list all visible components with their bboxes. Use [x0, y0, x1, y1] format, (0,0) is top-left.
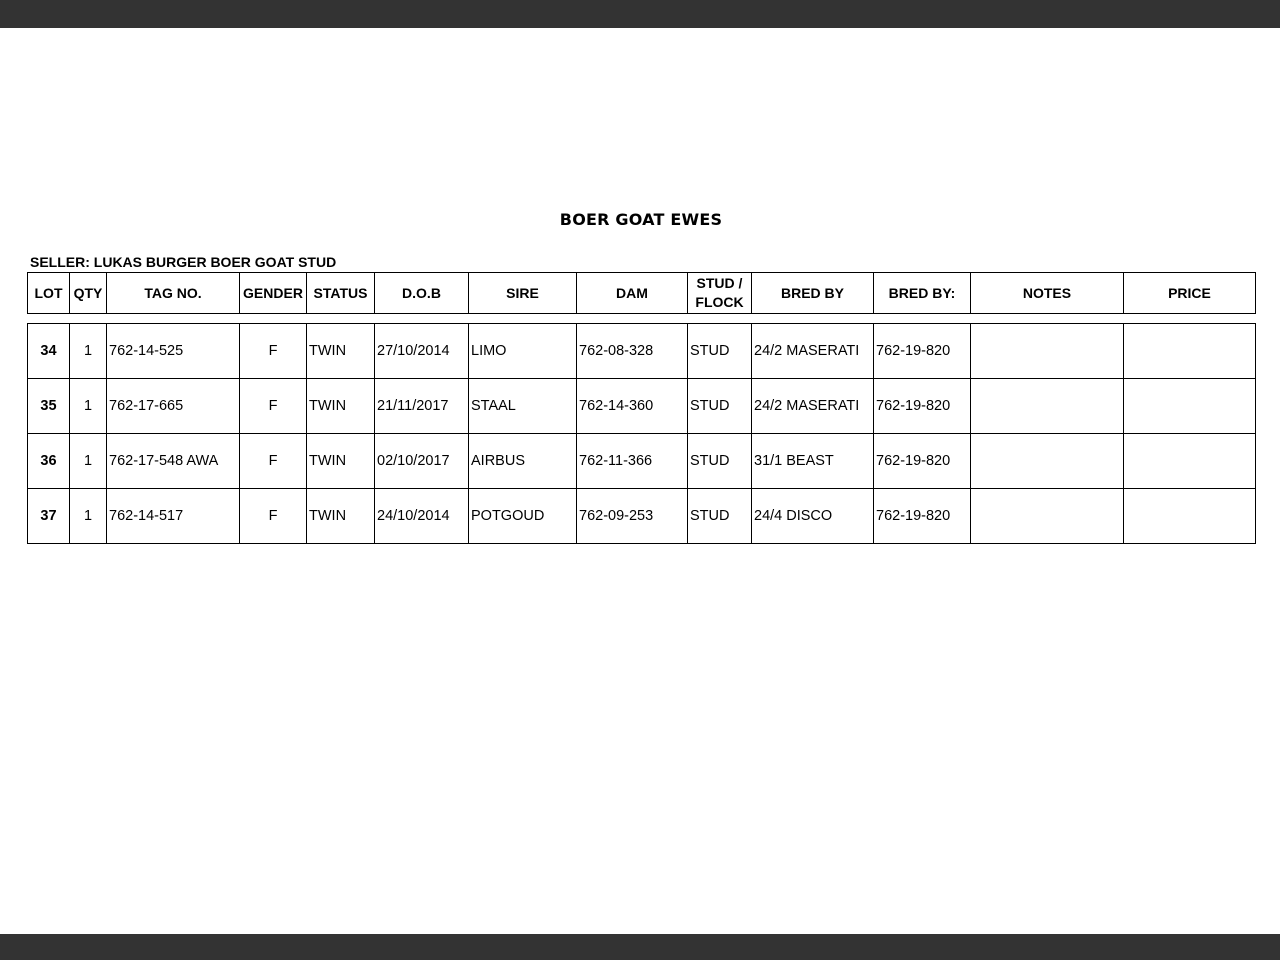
status-cell: TWIN: [307, 434, 375, 489]
column-header-notes: NOTES: [971, 273, 1124, 314]
dob-cell: 24/10/2014: [375, 489, 469, 544]
column-header-dob: D.O.B: [375, 273, 469, 314]
stud-cell: STUD: [688, 324, 752, 379]
document-title: BOER GOAT EWES: [559, 210, 723, 229]
notes-cell: [971, 379, 1124, 434]
table-row: [28, 434, 1256, 489]
viewer-top-bar: [0, 0, 1280, 28]
column-header-sire: SIRE: [469, 273, 577, 314]
sire-cell: STAAL: [469, 379, 577, 434]
column-header-price: PRICE: [1124, 273, 1256, 314]
price-cell: [1124, 489, 1256, 544]
sire-cell: POTGOUD: [469, 489, 577, 544]
notes-cell: [971, 324, 1124, 379]
table-row: [28, 379, 1256, 434]
column-header-tag-no: TAG NO.: [107, 273, 240, 314]
seller-label: SELLER: LUKAS BURGER BOER GOAT STUD: [30, 254, 337, 270]
table-row: [28, 324, 1256, 379]
column-header-status: STATUS: [307, 273, 375, 314]
notes-cell: [971, 489, 1124, 544]
lot-cell: 37: [28, 489, 70, 544]
lot-cell: 34: [28, 324, 70, 379]
bred-by-cell: 24/2 MASERATI: [752, 324, 874, 379]
column-header-lot: LOT: [28, 273, 70, 314]
column-header-bred-by-2: BRED BY:: [874, 273, 971, 314]
viewer-bottom-bar: [0, 934, 1280, 960]
status-cell: TWIN: [307, 379, 375, 434]
bred-by-2-cell: 762-19-820: [874, 324, 971, 379]
dob-cell: 02/10/2017: [375, 434, 469, 489]
tag-cell: 762-17-665: [107, 379, 240, 434]
column-header-bred-by: BRED BY: [752, 273, 874, 314]
gender-cell: F: [240, 434, 307, 489]
gender-cell: F: [240, 324, 307, 379]
stud-cell: STUD: [688, 379, 752, 434]
lot-cell: 35: [28, 379, 70, 434]
status-cell: TWIN: [307, 489, 375, 544]
qty-cell: 1: [70, 434, 107, 489]
dob-cell: 27/10/2014: [375, 324, 469, 379]
price-cell: [1124, 324, 1256, 379]
bred-by-2-cell: 762-19-820: [874, 489, 971, 544]
column-header-dam: DAM: [577, 273, 688, 314]
dob-cell: 21/11/2017: [375, 379, 469, 434]
column-header-gender: GENDER: [240, 273, 307, 314]
lot-cell: 36: [28, 434, 70, 489]
gender-cell: F: [240, 379, 307, 434]
column-header-stud-flock: STUD / FLOCK: [688, 273, 752, 314]
dam-cell: 762-09-253: [577, 489, 688, 544]
table-row: [28, 489, 1256, 544]
dam-cell: 762-11-366: [577, 434, 688, 489]
sire-cell: AIRBUS: [469, 434, 577, 489]
dam-cell: 762-14-360: [577, 379, 688, 434]
bred-by-cell: 31/1 BEAST: [752, 434, 874, 489]
lots-table: [27, 323, 1256, 544]
price-cell: [1124, 379, 1256, 434]
notes-cell: [971, 434, 1124, 489]
price-cell: [1124, 434, 1256, 489]
status-cell: TWIN: [307, 324, 375, 379]
qty-cell: 1: [70, 324, 107, 379]
qty-cell: 1: [70, 489, 107, 544]
bred-by-2-cell: 762-19-820: [874, 434, 971, 489]
qty-cell: 1: [70, 379, 107, 434]
bred-by-cell: 24/2 MASERATI: [752, 379, 874, 434]
tag-cell: 762-14-517: [107, 489, 240, 544]
tag-cell: 762-14-525: [107, 324, 240, 379]
tag-cell: 762-17-548 AWA: [107, 434, 240, 489]
column-header-qty: QTY: [70, 273, 107, 314]
stud-cell: STUD: [688, 434, 752, 489]
sire-cell: LIMO: [469, 324, 577, 379]
stud-cell: STUD: [688, 489, 752, 544]
bred-by-cell: 24/4 DISCO: [752, 489, 874, 544]
dam-cell: 762-08-328: [577, 324, 688, 379]
gender-cell: F: [240, 489, 307, 544]
bred-by-2-cell: 762-19-820: [874, 379, 971, 434]
table-header: [27, 272, 1256, 314]
